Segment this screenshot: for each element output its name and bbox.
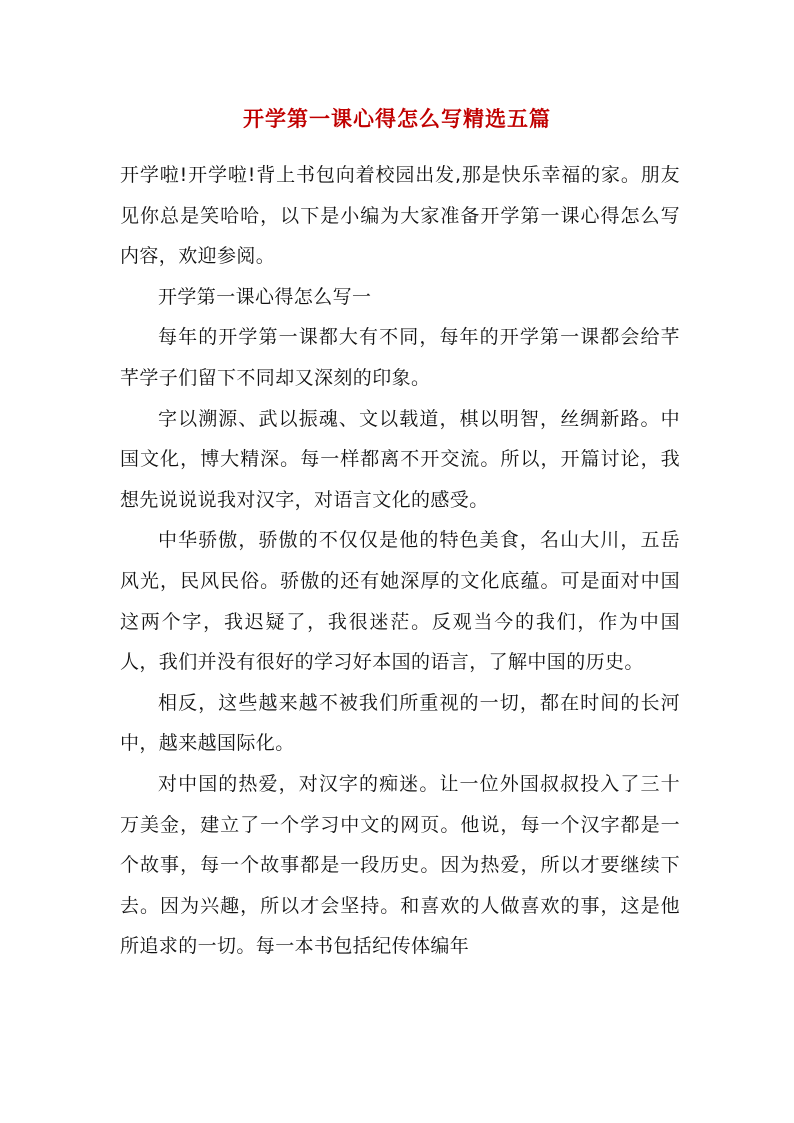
intro-paragraph: 开学啦!开学啦!背上书包向着校园出发,那是快乐幸福的家。朋友见你总是笑哈哈，以下是小编为大家准备开学第一课心得怎么写内容，欢迎参阅。 <box>120 164 680 268</box>
section-heading: 开学第一课心得怎么写一 <box>158 285 372 308</box>
body-paragraph: 中华骄傲，骄傲的不仅仅是他的特色美食，名山大川，五岳风光，民风民俗。骄傲的还有她深厚的文化底蕴。可是面对中国这两个字，我迟疑了，我很迷茫。反观当今的我们，作为中国人，我们并没有很好的学习好本国的语言，了解中国的历史。 <box>120 529 680 674</box>
body-paragraph: 对中国的热爱，对汉字的痴迷。让一位外国叔叔投入了三十万美金，建立了一个学习中文的网页。他说，每一个汉字都是一个故事，每一个故事都是一段历史。因为热爱，所以才要继续下去。因为兴趣，所以才会坚持。和喜欢的人做喜欢的事，这是他所追求的一切。每一本书包括纪传体编年 <box>120 772 680 958</box>
body-paragraph: 每年的开学第一课都大有不同，每年的开学第一课都会给芊芊学子们留下不同却又深刻的印象。 <box>120 326 680 389</box>
document-body <box>120 155 680 967</box>
document-title: 开学第一课心得怎么写精选五篇 <box>243 106 551 131</box>
body-paragraph: 字以溯源、武以振魂、文以载道，棋以明智，丝绸新路。中国文化，博大精深。每一样都离不开交流。所以，开篇讨论，我想先说说说我对汉字，对语言文化的感受。 <box>120 407 680 511</box>
body-paragraph: 相反，这些越来越不被我们所重视的一切，都在时间的长河中，越来越国际化。 <box>120 691 680 755</box>
